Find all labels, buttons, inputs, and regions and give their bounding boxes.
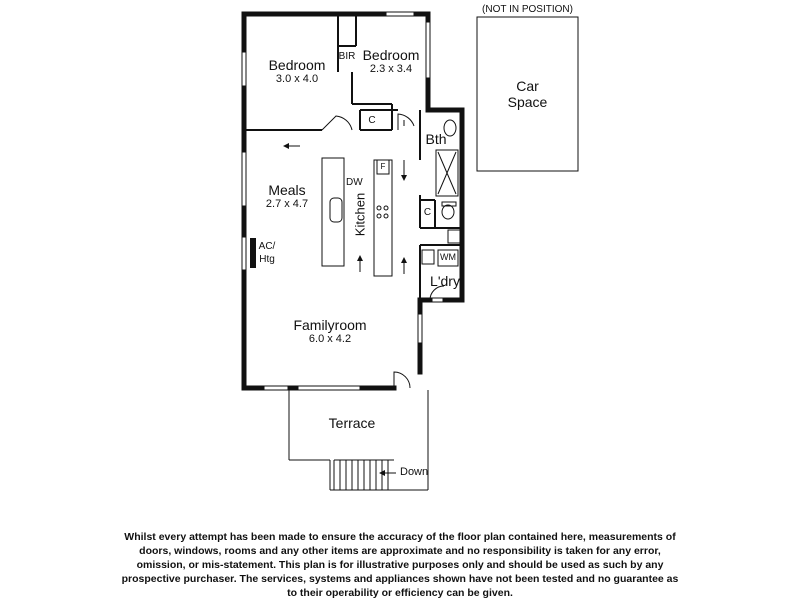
- terrace-label: Terrace: [328, 415, 376, 431]
- bedroom2-name: Bedroom: [362, 47, 420, 63]
- familyroom-size: 6.0 x 4.2: [308, 333, 352, 345]
- familyroom-label: [290, 318, 370, 345]
- trough-icon: [422, 250, 434, 264]
- car-space-note: (NOT IN POSITION): [482, 4, 573, 15]
- car-space-line2: Space: [507, 94, 548, 110]
- bedroom2-size: 2.3 x 3.4: [369, 63, 413, 75]
- stairs-down-label: Down: [400, 466, 429, 478]
- ac-line1: AC/: [258, 241, 276, 252]
- cupboard-label: C: [368, 115, 376, 126]
- dishwasher-label: DW: [346, 177, 363, 188]
- disclaimer-text: Whilst every attempt has been made to ensure the accuracy of the floor plan contained here, measurements of doors, windows, rooms and any other items are approximate and no responsibility is taken for any error, omission, or mis-statement. This plan is for illustrative purposes only and should be used as such by any prospective purchaser. The services, systems and appliances shown have not been tested and no guarantee as to their operability or efficiency can be given.: [121, 531, 679, 599]
- door-swings: [322, 114, 444, 388]
- cooktop-icon: [377, 206, 388, 218]
- ac-label: [256, 240, 278, 266]
- ac-line2: Htg: [259, 254, 275, 265]
- car-space-label: [477, 78, 578, 110]
- bir-label: BIR: [338, 51, 356, 62]
- bedroom1-label: [262, 58, 332, 85]
- laundry-tub-icon: [448, 230, 460, 243]
- bedroom2-label: [356, 48, 426, 75]
- meals-size: 2.7 x 4.7: [265, 198, 309, 210]
- bedroom1-name: Bedroom: [268, 57, 326, 73]
- stairs: [334, 460, 394, 490]
- kitchen-label: Kitchen: [352, 192, 368, 237]
- car-space-line1: Car: [516, 78, 539, 94]
- bedroom1-size: 3.0 x 4.0: [275, 73, 319, 85]
- bath-label: Bth: [425, 131, 447, 147]
- meals-name: Meals: [268, 182, 306, 198]
- washing-machine-label: WM: [440, 252, 456, 262]
- kitchen-bench: [374, 160, 392, 276]
- familyroom-name: Familyroom: [293, 317, 367, 333]
- kitchen-island: [322, 158, 344, 266]
- laundry-label: L'dry: [430, 273, 460, 289]
- toilet-icon: [442, 205, 454, 219]
- fridge-label: F: [380, 162, 386, 171]
- meals-label: [252, 183, 322, 210]
- sink-icon: [330, 198, 342, 222]
- cupboard2-label: C: [423, 207, 432, 218]
